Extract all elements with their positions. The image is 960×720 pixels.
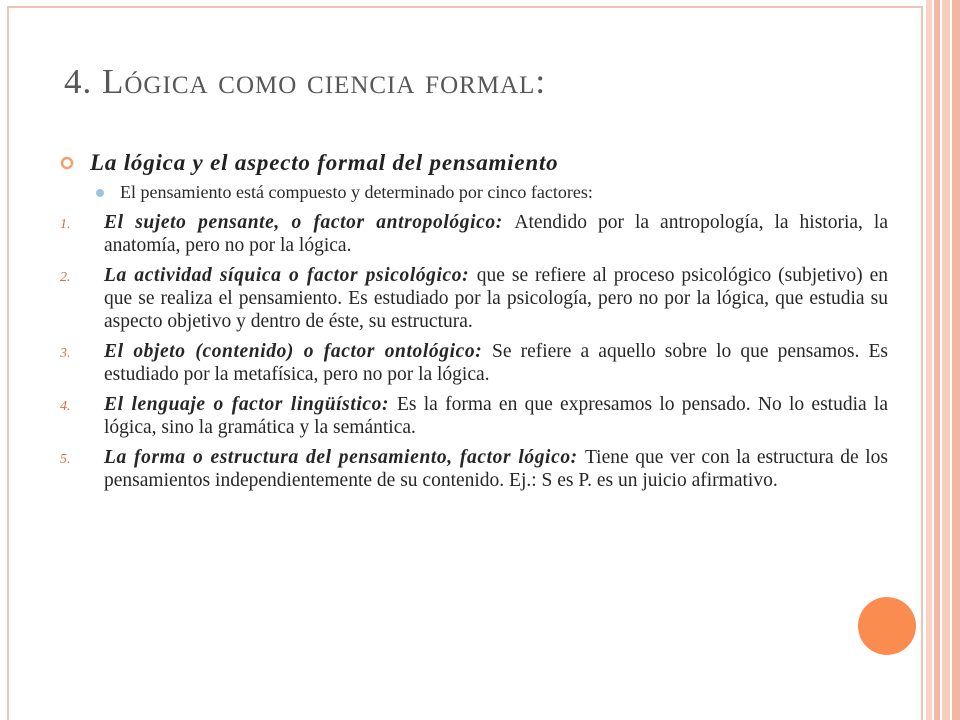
factor-name: El lenguaje o factor lingüístico:: [104, 394, 397, 415]
filled-dot-icon: [96, 189, 104, 197]
factor-description: Tiene que ver con la estructura de los pensamientos independientemente de su contenido. Ej.: S es P. es un juicio afirmativo.: [104, 447, 889, 491]
factor-item-2: [60, 264, 888, 333]
open-circle-icon: [60, 156, 74, 170]
factor-item-5: [60, 446, 888, 492]
factor-number: 5.: [60, 452, 71, 467]
factor-number: 1.: [60, 217, 71, 232]
factor-list: [60, 211, 888, 492]
factor-name: El objeto (contenido) o factor ontológico:: [104, 341, 492, 362]
section-heading: La lógica y el aspecto formal del pensamiento: [90, 150, 559, 175]
factor-name: El sujeto pensante, o factor antropológico:: [104, 212, 515, 233]
intro-text: El pensamiento está compuesto y determinado por cinco factores:: [120, 182, 593, 202]
heading-bullet-item: [60, 150, 888, 176]
slide-content: [60, 150, 888, 499]
factor-item-4: [60, 393, 888, 439]
factor-number: 3.: [60, 346, 71, 361]
factor-name: La actividad síquica o factor psicológico:: [104, 265, 477, 286]
orange-circle-decoration: [858, 597, 916, 655]
factor-description: Se refiere a aquello sobre lo que pensamos. Es estudiado por la metafísica, pero no por la lógica.: [104, 341, 888, 385]
factor-number: 4.: [60, 399, 71, 414]
factor-description: Es la forma en que expresamos lo pensado. No lo estudia la lógica, sino la gramática y la semántica.: [104, 394, 888, 438]
factor-description: Atendido por la antropología, la historia, la anatomía, pero no por la lógica.: [104, 212, 888, 256]
intro-bullet-item: [96, 182, 888, 203]
factor-number: 2.: [60, 270, 71, 285]
decorative-stripes: [926, 0, 960, 720]
factor-item-1: [60, 211, 888, 257]
factor-item-3: [60, 340, 888, 386]
factor-name: La forma o estructura del pensamiento, factor lógico:: [104, 447, 585, 468]
slide-title: 4. Lógica como ciencia formal:: [64, 62, 547, 101]
factor-description: que se refiere al proceso psicológico (subjetivo) en que se realiza el pensamiento. Es estudiado por la psicología, pero no por la lógica, que estudia su aspecto objetivo y dentro de éste, su estructura.: [104, 265, 888, 332]
